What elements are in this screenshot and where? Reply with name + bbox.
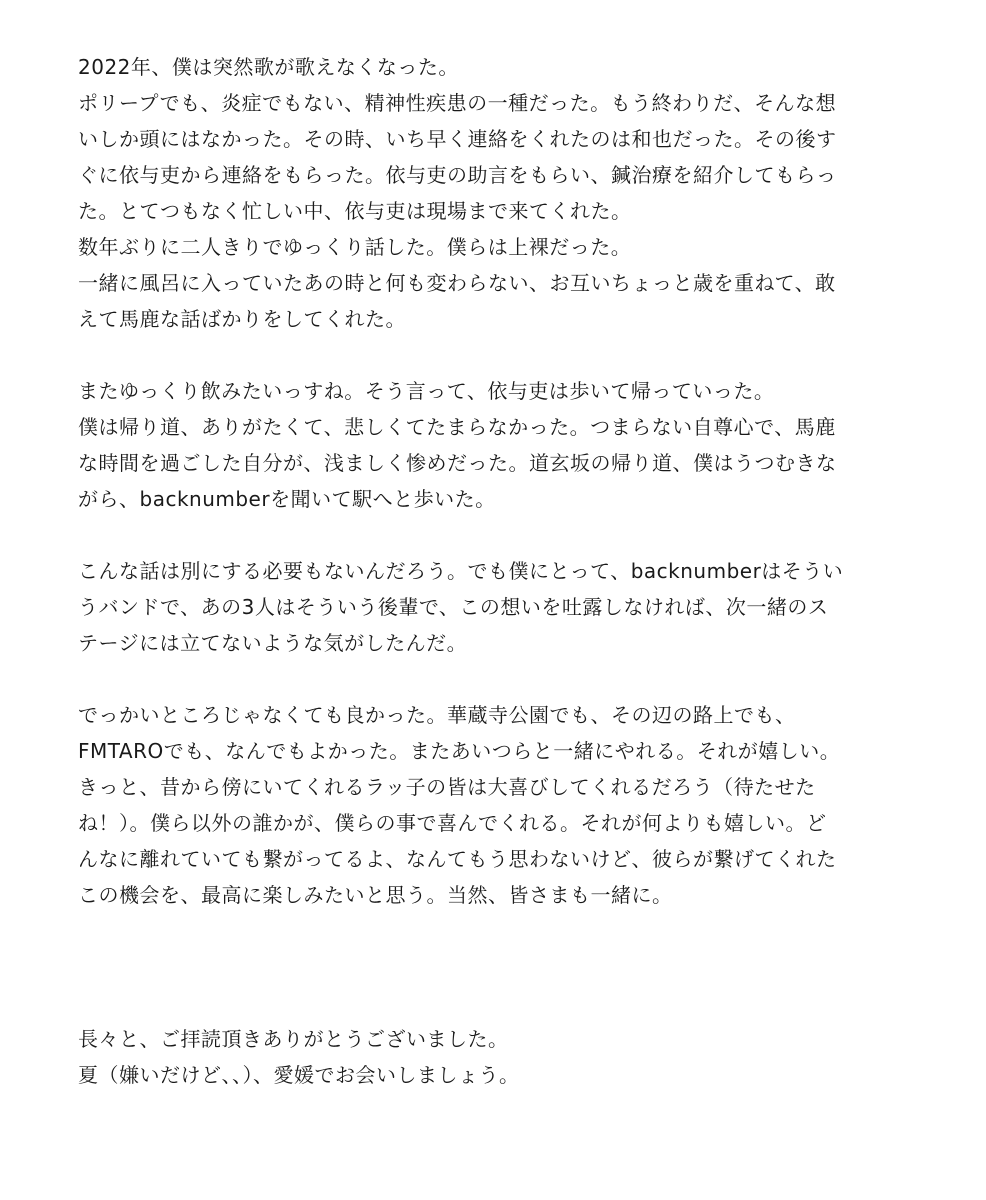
text-line: えて馬鹿な話ばかりをしてくれた。 [78, 307, 406, 331]
text-line: ね！）。僕ら以外の誰かが、僕らの事で喜んでくれる。それが何よりも嬉しい。ど [78, 811, 827, 835]
paragraph-3 [78, 553, 908, 661]
text-line: 僕は帰り道、ありがたくて、悲しくてたまらなかった。つまらない自尊心で、馬鹿 [78, 415, 836, 439]
text-line: うバンドで、あの3人はそういう後輩で、この想いを吐露しなければ、次一緒のス [78, 595, 829, 619]
paragraph-gap [78, 661, 908, 697]
closing-paragraph [78, 1021, 908, 1093]
text-line: 数年ぶりに二人きりでゆっくり話した。僕らは上裸だった。 [78, 235, 632, 259]
section-gap [78, 913, 908, 1021]
text-line: きっと、昔から傍にいてくれるラッ子の皆は大喜びしてくれるだろう（待たせた [78, 775, 816, 799]
text-line: またゆっくり飲みたいっすね。そう言って、依与吏は歩いて帰っていった。 [78, 379, 775, 403]
paragraph-4 [78, 697, 908, 913]
text-line: んなに離れていても繋がってるよ、なんてもう思わないけど、彼らが繋げてくれた [78, 847, 837, 871]
text-line: こんな話は別にする必要もないんだろう。でも僕にとって、backnumberはそうい [78, 559, 844, 583]
text-line: FMTAROでも、なんでもよかった。またあいつらと一緒にやれる。それが嬉しい。 [78, 739, 841, 763]
text-line: いしか頭にはなかった。その時、いち早く連絡をくれたのは和也だった。その後す [78, 127, 837, 151]
text-line: 長々と、ご拝読頂きありがとうございました。 [78, 1027, 509, 1051]
text-line: ポリープでも、炎症でもない、精神性疾患の一種だった。もう終わりだ、そんな想 [78, 91, 837, 115]
paragraph-1 [78, 49, 908, 337]
text-line: 2022年、僕は突然歌が歌えなくなった。 [78, 55, 459, 79]
text-line: ぐに依与吏から連絡をもらった。依与吏の助言をもらい、鍼治療を紹介してもらっ [78, 163, 837, 187]
text-line: この機会を、最高に楽しみたいと思う。当然、皆さまも一緒に。 [78, 883, 673, 907]
paragraph-gap [78, 337, 908, 373]
text-line: 一緒に風呂に入っていたあの時と何も変わらない、お互いちょっと歳を重ねて、敢 [78, 271, 836, 295]
text-line: でっかいところじゃなくても良かった。華蔵寺公園でも、その辺の路上でも、 [78, 703, 796, 727]
text-line: な時間を過ごした自分が、浅ましく惨めだった。道玄坂の帰り道、僕はうつむきな [78, 451, 837, 475]
letter-body [78, 49, 908, 1093]
text-line: た。とてつもなく忙しい中、依与吏は現場まで来てくれた。 [78, 199, 632, 223]
paragraph-gap [78, 517, 908, 553]
text-line: がら、backnumberを聞いて駅へと歩いた。 [78, 487, 496, 511]
text-line: テージには立てないような気がしたんだ。 [78, 631, 468, 655]
text-line: 夏（嫌いだけど、、）、愛媛でお会いしましょう。 [78, 1063, 520, 1087]
paragraph-2 [78, 373, 908, 517]
